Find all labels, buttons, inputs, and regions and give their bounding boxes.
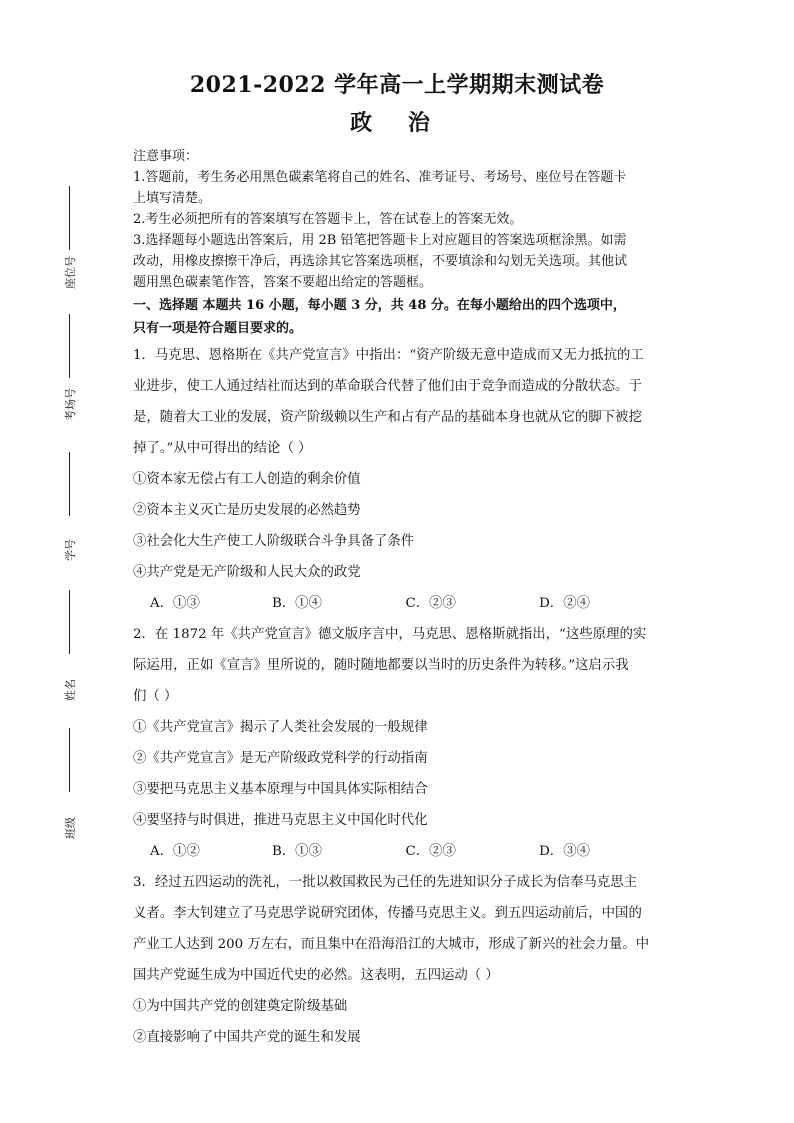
- binding-rule: [69, 452, 70, 516]
- stem-line: 是，随着大工业的发展，资产阶级赖以生产和占有产品的基础本身也就从它的脚下被挖: [133, 410, 642, 425]
- student-number-label: 学号: [64, 539, 77, 561]
- stem-line: 2．在 1872 年《共产党宣言》德文版序言中，马克思、恩格斯就指出，“这些原理的实: [133, 627, 647, 642]
- stem-line: 业进步，使工人通过结社而达到的革命联合代替了他们由于竞争而造成的分散状态。于: [133, 379, 642, 394]
- instruction-line: 2.考生必须把所有的答案填写在答题卡上，答在试卷上的答案无效。: [133, 212, 523, 227]
- answer-choices: [133, 588, 661, 619]
- statement-option: ③社会化大生产使工人阶级联合斗争具备了条件: [133, 534, 415, 549]
- question-stem: [133, 619, 661, 712]
- section-heading-line: 只有一项是符合题目要求的。: [133, 321, 303, 336]
- statement-option: ③要把马克思主义基本原理与中国具体实际相结合: [133, 782, 428, 797]
- choice-c: C．②③: [405, 596, 456, 611]
- exam-room-label: 考场号: [64, 388, 77, 421]
- instruction-line: 上填写清楚。: [133, 191, 212, 206]
- name-label: 姓名: [64, 679, 77, 701]
- binding-rule: [69, 590, 70, 654]
- exam-body: [133, 146, 661, 1053]
- choice-d: D．③④: [539, 844, 590, 859]
- instructions-heading: 注意事项：: [133, 149, 199, 164]
- statement-option: ②资本主义灭亡是历史发展的必然趋势: [133, 503, 361, 518]
- instruction-line: 1.答题前，考生务必用黑色碳素笔将自己的姓名、准考证号、考场号、座位号在答题卡: [133, 170, 627, 185]
- instructions: [133, 146, 661, 293]
- statement-option: ①《共产党宣言》揭示了人类社会发展的一般规律: [133, 720, 428, 735]
- stem-line: 掉了。”从中可得出的结论（ ）: [133, 441, 312, 456]
- section-heading-line: 一、选择题 本题共 16 小题，每小题 3 分，共 48 分。在每小题给出的四个选项中，: [133, 298, 626, 313]
- question-3: [133, 867, 661, 1053]
- statement-option: ①为中国共产党的创建奠定阶级基础: [133, 999, 348, 1014]
- stem-line: 1．马克思、恩格斯在《共产党宣言》中指出：“资产阶级无意中造成而又无力抵抗的工: [133, 348, 644, 363]
- question-stem: [133, 867, 661, 991]
- subject-title: 政 治: [350, 110, 444, 136]
- choice-b: B．①④: [271, 596, 322, 611]
- binding-rule: [69, 314, 70, 378]
- question-stem: [133, 340, 661, 464]
- stem-line: 产业工人达到 200 万左右，而且集中在沿海沿江的大城市，形成了新兴的社会力量。中: [133, 937, 650, 952]
- stem-line: 们（ ）: [133, 689, 178, 704]
- section-heading: [133, 294, 661, 340]
- stem-line: 3．经过五四运动的洗礼，一批以救国救民为己任的先进知识分子成长为信奉马克思主: [133, 875, 637, 890]
- choice-a: A．①③: [150, 596, 200, 611]
- choice-d: D．②④: [539, 596, 590, 611]
- binding-margin: [55, 186, 85, 839]
- statement-option: ④共产党是无产阶级和人民大众的政党: [133, 565, 361, 580]
- stem-line: 国共产党诞生成为中国近代史的必然。这表明，五四运动（ ）: [133, 968, 499, 983]
- binding-rule: [69, 186, 70, 250]
- choice-c: C．②③: [405, 844, 456, 859]
- statement-option: ②《共产党宣言》是无产阶级政党科学的行动指南: [133, 751, 428, 766]
- instruction-line: 改动，用橡皮擦擦干净后，再选涂其它答案选项框，不要填涂和勾划无关选项。其他试: [133, 254, 628, 269]
- choice-a: A．①②: [150, 844, 200, 859]
- statement-option: ④要坚持与时俱进，推进马克思主义中国化时代化: [133, 813, 428, 828]
- exam-title: 2021-2022 学年高一上学期期末测试卷: [189, 72, 605, 98]
- seat-number-label: 座位号: [64, 256, 77, 289]
- instruction-line: 3.选择题每小题选出答案后，用 2B 铅笔把答题卡上对应题目的答案选项框涂黑。如需: [133, 233, 627, 248]
- question-1: [133, 340, 661, 619]
- answer-choices: [133, 836, 661, 867]
- instruction-line: 题用黑色碳素笔作答，答案不要超出给定的答题框。: [133, 275, 433, 290]
- stem-line: 义者。李大钊建立了马克思学说研究团体，传播马克思主义。到五四运动前后，中国的: [133, 906, 642, 921]
- choice-b: B．①③: [271, 844, 322, 859]
- statement-option: ①资本家无偿占有工人创造的剩余价值: [133, 472, 361, 487]
- question-2: [133, 619, 661, 867]
- binding-rule: [69, 728, 70, 792]
- class-label: 班级: [64, 817, 77, 839]
- statement-option: ②直接影响了中国共产党的诞生和发展: [133, 1030, 361, 1045]
- stem-line: 际运用，正如《宣言》里所说的，随时随地都要以当时的历史条件为转移。”这启示我: [133, 658, 629, 673]
